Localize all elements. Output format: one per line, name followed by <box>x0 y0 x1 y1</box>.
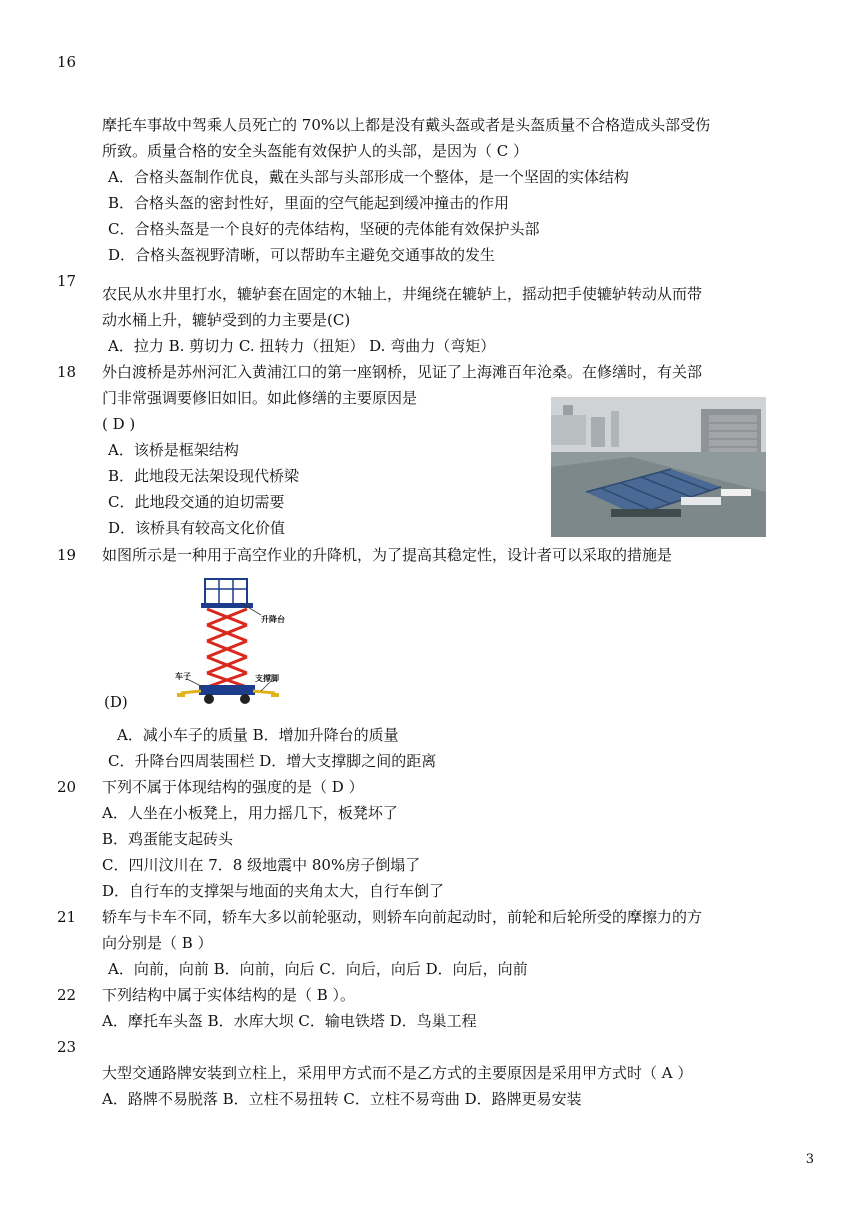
question-number: 20 <box>57 778 77 796</box>
option-d: D．自行车的支撑架与地面的夹角太大，自行车倒了 <box>102 882 445 900</box>
question-number: 22 <box>57 986 77 1004</box>
question-number: 18 <box>57 363 77 381</box>
option-c: C．此地段交通的迫切需要 <box>108 493 285 511</box>
fig-label-cart: 车子 <box>175 672 191 681</box>
question-stem: 如图所示是一种用于高空作业的升降机，为了提高其稳定性，设计者可以采取的措施是 <box>102 546 673 564</box>
question-stem: 外白渡桥是苏州河汇入黄浦江口的第一座钢桥，见证了上海滩百年沧桑。在修缮时，有关部 <box>102 363 703 381</box>
option-d: D．合格头盔视野清晰，可以帮助车主避免交通事故的发生 <box>108 246 496 264</box>
option-b: B．合格头盔的密封性好，里面的空气能起到缓冲撞击的作用 <box>108 194 510 212</box>
options-row: A．摩托车头盔 B．水库大坝 C．输电铁塔 D．鸟巢工程 <box>102 1012 477 1030</box>
options-row: A．减小车子的质量 B．增加升降台的质量 <box>117 726 399 744</box>
bridge-photo <box>551 397 766 537</box>
page-number: 3 <box>805 1152 814 1167</box>
options-row: C．升降台四周装围栏 D．增大支撑脚之间的距离 <box>108 752 437 770</box>
option-c: C．合格头盔是一个良好的壳体结构，坚硬的壳体能有效保护头部 <box>108 220 540 238</box>
question-number: 16 <box>57 53 77 71</box>
question-number: 23 <box>57 1038 77 1056</box>
option-c: C．四川汶川在 7．8 级地震中 80%房子倒塌了 <box>102 856 421 874</box>
option-a: A．人坐在小板凳上，用力摇几下，板凳坏了 <box>102 804 398 822</box>
fig-label-platform: 升降台 <box>261 615 285 624</box>
option-a: A．合格头盔制作优良，戴在头部与头部形成一个整体，是一个坚固的实体结构 <box>108 168 629 186</box>
lift-figure <box>175 575 305 710</box>
question-stem: 农民从水井里打水，辘轳套在固定的木轴上，井绳绕在辘轳上，摇动把手使辘轳转动从而带 <box>102 285 703 303</box>
options-row: A．拉力 B. 剪切力 C. 扭转力（扭矩） D. 弯曲力（弯矩） <box>108 337 496 355</box>
question-stem: 轿车与卡车不同，轿车大多以前轮驱动，则轿车向前起动时，前轮和后轮所受的摩擦力的方 <box>102 908 703 926</box>
options-row: A．路牌不易脱落 B．立柱不易扭转 C．立柱不易弯曲 D．路牌更易安装 <box>102 1090 582 1108</box>
answer-blank: ( D ) <box>102 415 136 433</box>
question-stem: 下列结构中属于实体结构的是（ B ）。 <box>102 986 356 1004</box>
answer-blank: (D) <box>104 693 128 711</box>
option-a: A．该桥是框架结构 <box>108 441 239 459</box>
question-number: 17 <box>57 272 77 290</box>
option-d: D．该桥具有较高文化价值 <box>108 519 286 537</box>
question-stem: 大型交通路牌安装到立柱上，采用甲方式而不是乙方式的主要原因是采用甲方式时（ A ） <box>102 1064 693 1082</box>
question-stem: 摩托车事故中驾乘人员死亡的 70%以上都是没有戴头盔或者是头盔质量不合格造成头部受伤 <box>102 116 711 134</box>
question-stem: 向分别是（ B ） <box>102 934 213 952</box>
option-b: B．此地段无法架设现代桥梁 <box>108 467 300 485</box>
question-stem: 下列不属于体现结构的强度的是（ D ） <box>102 778 364 796</box>
question-number: 19 <box>57 546 77 564</box>
question-number: 21 <box>57 908 77 926</box>
fig-label-leg: 支撑脚 <box>255 674 279 683</box>
option-b: B．鸡蛋能支起砖头 <box>102 830 234 848</box>
question-stem: 动水桶上升，辘轳受到的力主要是(C) <box>102 311 351 329</box>
question-stem: 所致。质量合格的安全头盔能有效保护人的头部，是因为（ C ） <box>102 142 529 160</box>
options-row: A．向前，向前 B．向前，向后 C．向后，向后 D．向后，向前 <box>108 960 528 978</box>
question-stem: 门非常强调要修旧如旧。如此修缮的主要原因是 <box>102 389 418 407</box>
